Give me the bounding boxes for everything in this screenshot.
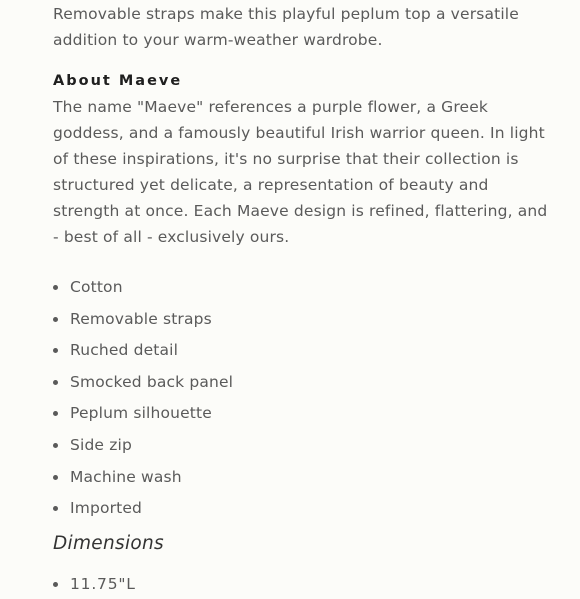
list-item xyxy=(53,304,553,336)
bullet-icon xyxy=(53,475,58,480)
feature-label: Removable straps xyxy=(70,309,212,328)
list-item xyxy=(53,398,553,430)
feature-label: Machine wash xyxy=(70,467,182,486)
bullet-icon xyxy=(53,506,58,511)
list-item xyxy=(53,430,553,462)
bullet-icon xyxy=(53,317,58,322)
dimensions-heading: Dimensions xyxy=(53,532,164,554)
feature-label: Ruched detail xyxy=(70,341,179,360)
list-item xyxy=(53,272,553,304)
list-item xyxy=(53,462,553,494)
feature-label: Cotton xyxy=(70,278,123,296)
bullet-icon xyxy=(53,411,58,416)
list-item xyxy=(53,335,553,367)
bullet-icon xyxy=(53,380,58,385)
feature-label: Side zip xyxy=(70,435,132,454)
feature-list xyxy=(53,272,553,525)
dimensions-list xyxy=(53,569,553,599)
bullet-icon xyxy=(53,443,58,448)
dimension-label: 11.75"L xyxy=(70,574,136,593)
bullet-icon xyxy=(53,582,58,587)
intro-text: Removable straps make this playful peplum top a versatile addition to your warm-weather wardrobe. xyxy=(53,5,519,49)
feature-label: Peplum silhouette xyxy=(70,404,212,423)
about-heading: About Maeve xyxy=(53,73,183,89)
about-text: The name "Maeve" references a purple flower, a Greek goddess, and a famously beautiful Irish warrior queen. In light of these inspirations, it's no surprise that their collection is structured yet delicate, a representation of beauty and strength at once. Each Maeve design is refined, flattering, and - best of all - exclusively ours. xyxy=(53,98,548,246)
product-description xyxy=(53,0,553,599)
bullet-icon xyxy=(53,348,58,353)
list-item xyxy=(53,493,553,525)
list-item xyxy=(53,367,553,399)
feature-label: Smocked back panel xyxy=(70,372,234,391)
feature-label: Imported xyxy=(70,499,143,518)
bullet-icon xyxy=(53,285,58,290)
list-item xyxy=(53,569,553,599)
